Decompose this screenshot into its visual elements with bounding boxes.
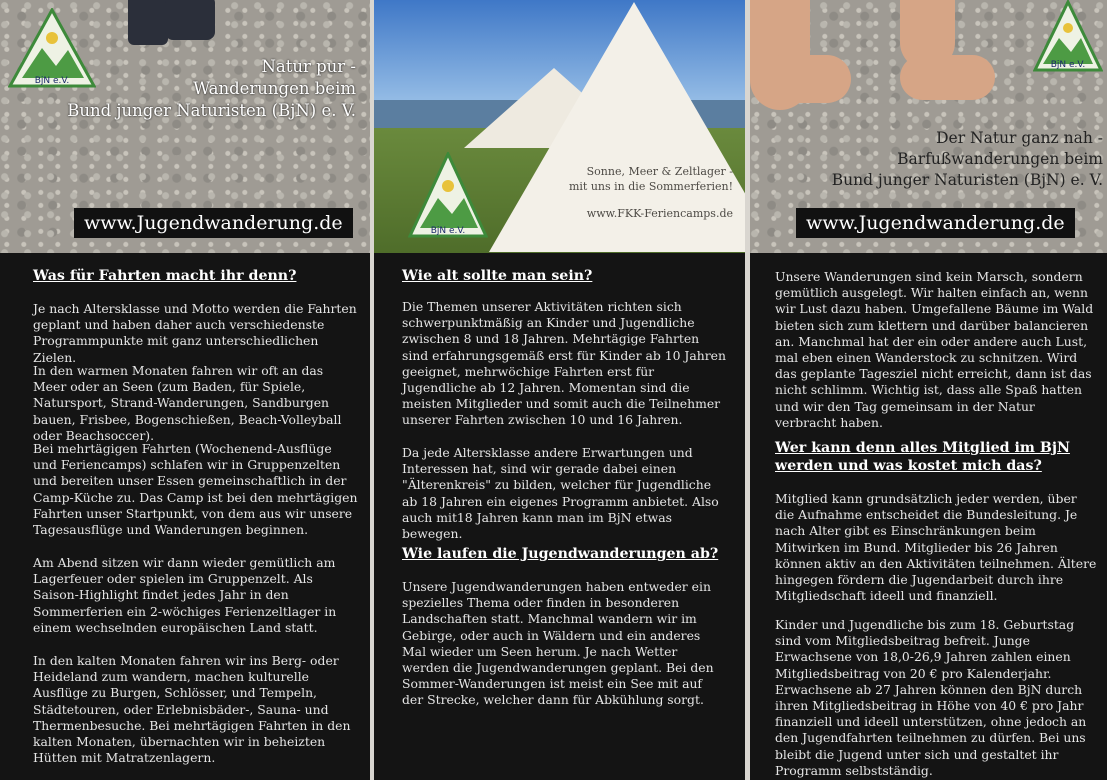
caption-line: Barfußwanderungen beim	[897, 150, 1103, 168]
paragraph: Die Themen unserer Aktivitäten richten sich schwerpunktmäßig an Kinder und Jugendliche zwischen 8 und 18 Jahren. Mehrtägige Fahrten sind erfahrungsgemäß erst für Kinder ab 10 Jahren geeignet, mehrwöchige Fahrten erst für Jugendliche ab 12 Jahren. Momentan sind die meisten Mitglieder und somit auch die Teilnehmer unserer Fahrten zwischen 10 und 16 Jahren.	[402, 299, 726, 428]
paragraph: Da jede Altersklasse andere Erwartungen und Interessen hat, sind wir gerade dabei einen "Älterenkreis" zu bilden, welcher für Jugendliche ab 18 Jahren ein eigenes Programm anbietet. Also auch mit18 Jahren kann man im BjN etwas bewegen.	[402, 445, 719, 542]
brochure-panel-middle	[374, 0, 745, 780]
caption-line: Bund junger Naturisten (BjN) e. V.	[67, 101, 356, 120]
section-heading: Was für Fahrten macht ihr denn?	[33, 268, 297, 284]
caption-line: Bund junger Naturisten (BjN) e. V.	[831, 171, 1103, 189]
panel-text	[0, 253, 370, 780]
paragraph: Am Abend sitzen wir dann wieder gemütlich am Lagerfeuer oder spielen im Gruppenzelt. Als Saison-Highlight findet jedes Jahr in den Sommerferien ein 2-wöchiges Ferienzeltlager in einem wechselnden europäischen Land statt.	[33, 555, 337, 635]
brochure-panel-right	[750, 0, 1107, 780]
panel-text	[750, 253, 1107, 780]
caption-line: Der Natur ganz nah -	[936, 129, 1103, 147]
photo-caption	[803, 128, 1103, 191]
barefoot-photo	[750, 0, 1107, 253]
caption-line: Natur pur -	[261, 57, 356, 76]
section-heading: Wie laufen die Jugendwanderungen ab?	[402, 546, 719, 562]
paragraph: Unsere Jugendwanderungen haben entweder ein spezielles Thema oder finden in besonderen Landschaften statt. Manchmal wandern wir im Gebirge, oder auch in Wäldern und ein anderes Mal wieder um Seen herum. Je nach Wetter werden die Jugendwanderungen geplant. Bei den Sommer-Wanderungen ist meist ein See mit auf der Strecke, welcher dann für Abkühlung sorgt.	[402, 579, 714, 708]
paragraph: In den warmen Monaten fahren wir oft an das Meer oder an Seen (zum Baden, für Spiele, Natursport, Strand-Wanderungen, Sandburgen bauen, Frisbee, Bogenschießen, Beach-Volleyball oder Beachsoccer).	[33, 363, 342, 443]
section-heading: Wer kann denn alles Mitglied im BjN werden und was kostet mich das?	[775, 440, 1070, 474]
caption-line: Wanderungen beim	[193, 79, 356, 98]
paragraph: Je nach Altersklasse und Motto werden die Fahrten geplant und haben daher auch verschiedenste Programmpunkte mit ganz unterschiedlichen Zielen.	[33, 301, 357, 365]
panel-text	[374, 253, 745, 780]
caption-line: mit uns in die Sommerferien!	[568, 180, 733, 193]
bjn-logo	[1033, 0, 1103, 72]
paragraph: Unsere Wanderungen sind kein Marsch, sondern gemütlich ausgelegt. Wir halten einfach an, wenn wir Lust dazu haben. Umgefallene Bäume im Wald bieten sich zum klettern und darüber balancieren an. Manchmal hat der ein oder andere auch Lust, mal eben einen Wanderstock zu schnitzen. Wird das geplante Tagesziel nicht erreicht, dann ist das nicht schlimm. Wichtig ist, dass alle Spaß hatten und wir den Tag gemeinsam in der Natur verbracht haben.	[775, 269, 1094, 430]
hiker-shoe	[165, 0, 215, 40]
photo-caption	[16, 56, 356, 122]
logo-text: BjN e.V.	[1050, 60, 1086, 70]
logo-text: BjN e.V.	[34, 76, 70, 86]
hiker-shoe	[128, 0, 168, 45]
section-heading: Wie alt sollte man sein?	[402, 268, 593, 284]
website-url[interactable]: www.Jugendwanderung.de	[74, 208, 353, 238]
tent-caption	[503, 164, 733, 221]
foot	[756, 55, 851, 103]
caption-line: Sonne, Meer & Zeltlager -	[586, 165, 733, 178]
foot	[900, 55, 995, 100]
paragraph: In den kalten Monaten fahren wir ins Berg- oder Heideland zum wandern, machen kulturelle Ausflüge zu Burgen, Schlösser, und Tempeln, Städtetouren, oder Erlebnisbäder-, Sauna- und Thermenbesuche. Bei mehrtägigen Fahrten in den kalten Monaten, übernachten wir in beheizten Hütten mit Matratzenlagern.	[33, 653, 351, 766]
paragraph: Mitglied kann grundsätzlich jeder werden, über die Aufnahme entscheidet die Bundesleitung. Je nach Alter gibt es Einschränkungen beim Mitwirken im Bund. Mitglieder bis 26 Jahren können aktiv an den Aktivitäten teilnehmen. Ältere hingegen fördern die Jugendarbeit durch ihre Mitgliedschaft ideell und finanziell.	[775, 491, 1097, 604]
paragraph: Kinder und Jugendliche bis zum 18. Geburtstag sind vom Mitgliedsbeitrag befreit. Junge Erwachsene von 18,0-26,9 Jahren zahlen einen Mitgliedsbeitrag von 20 € pro Kalenderjahr. Erwachsene ab 27 Jahren können den BjN durch ihren Mitgliedsbeitrag in Höhe von 40 € pro Jahr finanziell und ideell unterstützen, ohne jedoch an den Jugendfahrten teilnehmen zu dürfen. Bei uns bleibt die Jugend unter sich und gestaltet ihr Programm selbstständig.	[775, 617, 1087, 778]
website-url[interactable]: www.Jugendwanderung.de	[796, 208, 1075, 238]
feriencamps-url[interactable]: www.FKK-Feriencamps.de	[586, 207, 733, 220]
bjn-logo	[408, 152, 488, 238]
hiking-photo	[0, 0, 370, 253]
paragraph: Bei mehrtägigen Fahrten (Wochenend-Ausflüge und Feriencamps) schlafen wir in Gruppenzelten und bereiten unser Essen gemeinschaftlich in der Camp-Küche zu. Das Camp ist bei den mehrtägigen Fahrten unser Startpunkt, von dem aus wir unsere Tagesausflüge und Wanderungen beginnen.	[33, 441, 358, 538]
tent-camp-photo	[374, 0, 745, 253]
brochure-panel-left	[0, 0, 370, 780]
logo-text: BjN e.V.	[430, 226, 466, 236]
